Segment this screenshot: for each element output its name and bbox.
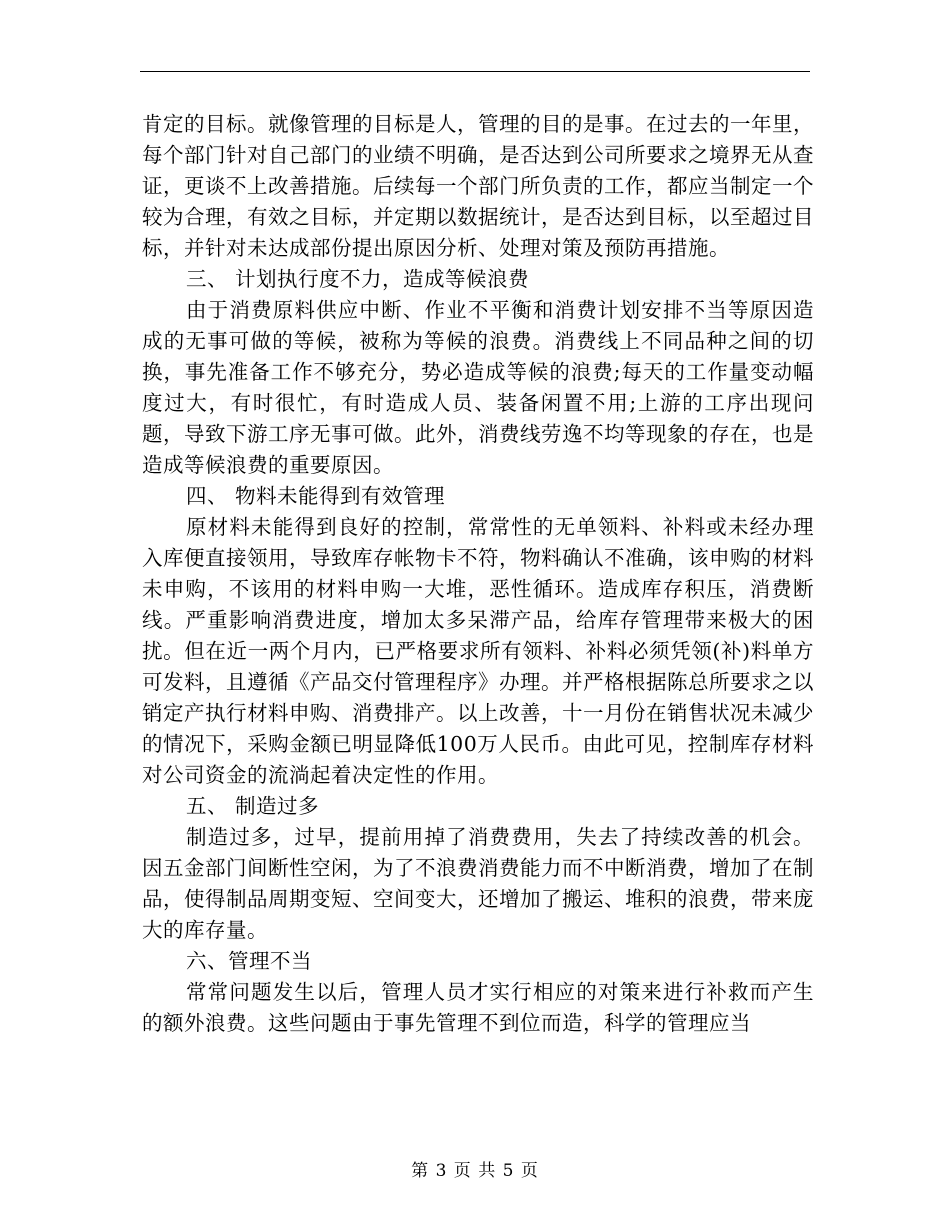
- document-body: [142, 109, 814, 1039]
- heading-section-4: 四、 物料未能得到有效管理: [186, 484, 446, 508]
- paragraph-section-3: 由于消费原料供应中断、作业不平衡和消费计划安排不当等原因造成的无事可做的等候，被称为等候的浪费。消费线上不同品种之间的切换，事先准备工作不够充分，势必造成等候的浪费;每天的工作量变动幅度过大，有时很忙，有时造成人员、装备闲置不用;上游的工序出现问题，导致下游工序无事可做。此外，消费线劳逸不均等现象的存在，也是造成等候浪费的重要原因。: [142, 298, 814, 477]
- heading-section-3: 三、 计划执行度不力，造成等候浪费: [186, 267, 530, 291]
- paragraph-section-4: 原材料未能得到良好的控制，常常性的无单领料、补料或未经办理入库便直接领用，导致库存帐物卡不符，物料确认不准确，该申购的材料未申购，不该用的材料申购一大堆，恶性循环。造成库存积压，消费断线。严重影响消费进度，增加太多呆滞产品，给库存管理带来极大的困扰。但在近一两个月内，已严格要求所有领料、补料必须凭领(补)料单方可发料，且遵循《产品交付管理程序》办理。并严格根据陈总所要求之以销定产执行材料申购、消费排产。以上改善，十一月份在销售状况未减少的情况下，采购金额已明显降低100万人民币。由此可见，控制库存材料对公司资金的流淌起着决定性的作用。: [142, 515, 814, 787]
- page-number-footer: 第 3 页 共 5 页: [411, 1161, 539, 1181]
- paragraph-intro: 肯定的目标。就像管理的目标是人，管理的目的是事。在过去的一年里，每个部门针对自己部门的业绩不明确，是否达到公司所要求之境界无从查证，更谈不上改善措施。后续每一个部门所负责的工作，都应当制定一个较为合理，有效之目标，并定期以数据统计，是否达到目标，以至超过目标，并针对未达成部份提出原因分析、处理对策及预防再措施。: [142, 112, 814, 260]
- header-rule: [140, 71, 810, 72]
- heading-section-6: 六、管理不当: [186, 949, 312, 973]
- paragraph-section-6: 常常问题发生以后，管理人员才实行相应的对策来进行补救而产生的额外浪费。这些问题由于事先管理不到位而造，科学的管理应当: [142, 980, 814, 1035]
- paragraph-section-5: 制造过多，过早，提前用掉了消费费用，失去了持续改善的机会。因五金部门间断性空闲，为了不浪费消费能力而不中断消费，增加了在制品，使得制品周期变短、空间变大，还增加了搬运、堆积的浪费，带来庞大的库存量。: [142, 825, 814, 942]
- heading-section-5: 五、 制造过多: [186, 794, 320, 818]
